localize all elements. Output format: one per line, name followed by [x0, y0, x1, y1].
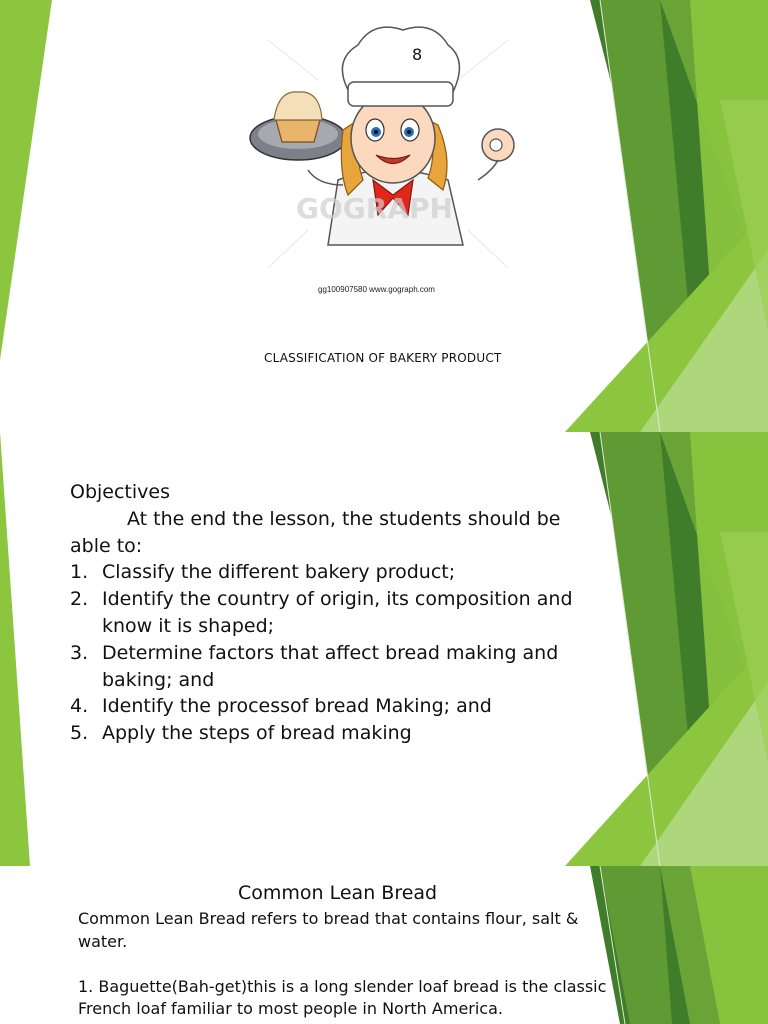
objectives-list — [70, 559, 595, 747]
list-number: 4. — [70, 695, 89, 718]
chef-icon — [248, 20, 528, 270]
objectives-intro: At the end the lesson, the students should be able to: — [70, 507, 561, 557]
list-item — [70, 586, 595, 640]
list-item — [70, 720, 595, 747]
list-item — [70, 693, 595, 720]
list-text: Classify the different bakery product; — [102, 561, 456, 584]
slide-heading: Common Lean Bread — [238, 882, 438, 904]
list-text: Determine factors that affect bread making and baking; and — [102, 641, 559, 691]
list-number: 1. — [70, 561, 89, 584]
chef-illustration — [248, 20, 528, 270]
list-text: Identify the country of origin, its composition and know it is shaped; — [102, 588, 573, 637]
list-item — [70, 640, 595, 694]
list-text: Identify the processof bread Making; and — [102, 695, 492, 718]
watermark-text: GOGRAPH — [296, 192, 453, 225]
list-text: Apply the steps of bread making — [102, 722, 412, 745]
paragraph: 1. Baguette(Bah-get)this is a long slender loaf bread is the classic French loaf familiar to most people in North America. — [78, 976, 607, 1018]
slide-title — [0, 0, 768, 432]
list-item — [70, 559, 595, 586]
chef-hat-number: 8 — [412, 45, 423, 64]
slide-objectives — [0, 432, 768, 866]
slide-title-text: CLASSIFICATION OF BAKERY PRODUCT — [264, 351, 502, 365]
slide-body — [78, 908, 608, 1021]
list-number: 2. — [70, 588, 89, 611]
list-number: 5. — [70, 722, 89, 745]
list-number: 3. — [70, 641, 89, 664]
objectives-heading: Objectives — [70, 481, 170, 503]
image-caption: gg100907580 www.gograph.com — [318, 285, 435, 294]
paragraph: Common Lean Bread refers to bread that contains flour, salt & water. — [78, 909, 579, 951]
slide-lean-bread — [0, 866, 768, 1024]
objectives-content — [70, 479, 595, 747]
